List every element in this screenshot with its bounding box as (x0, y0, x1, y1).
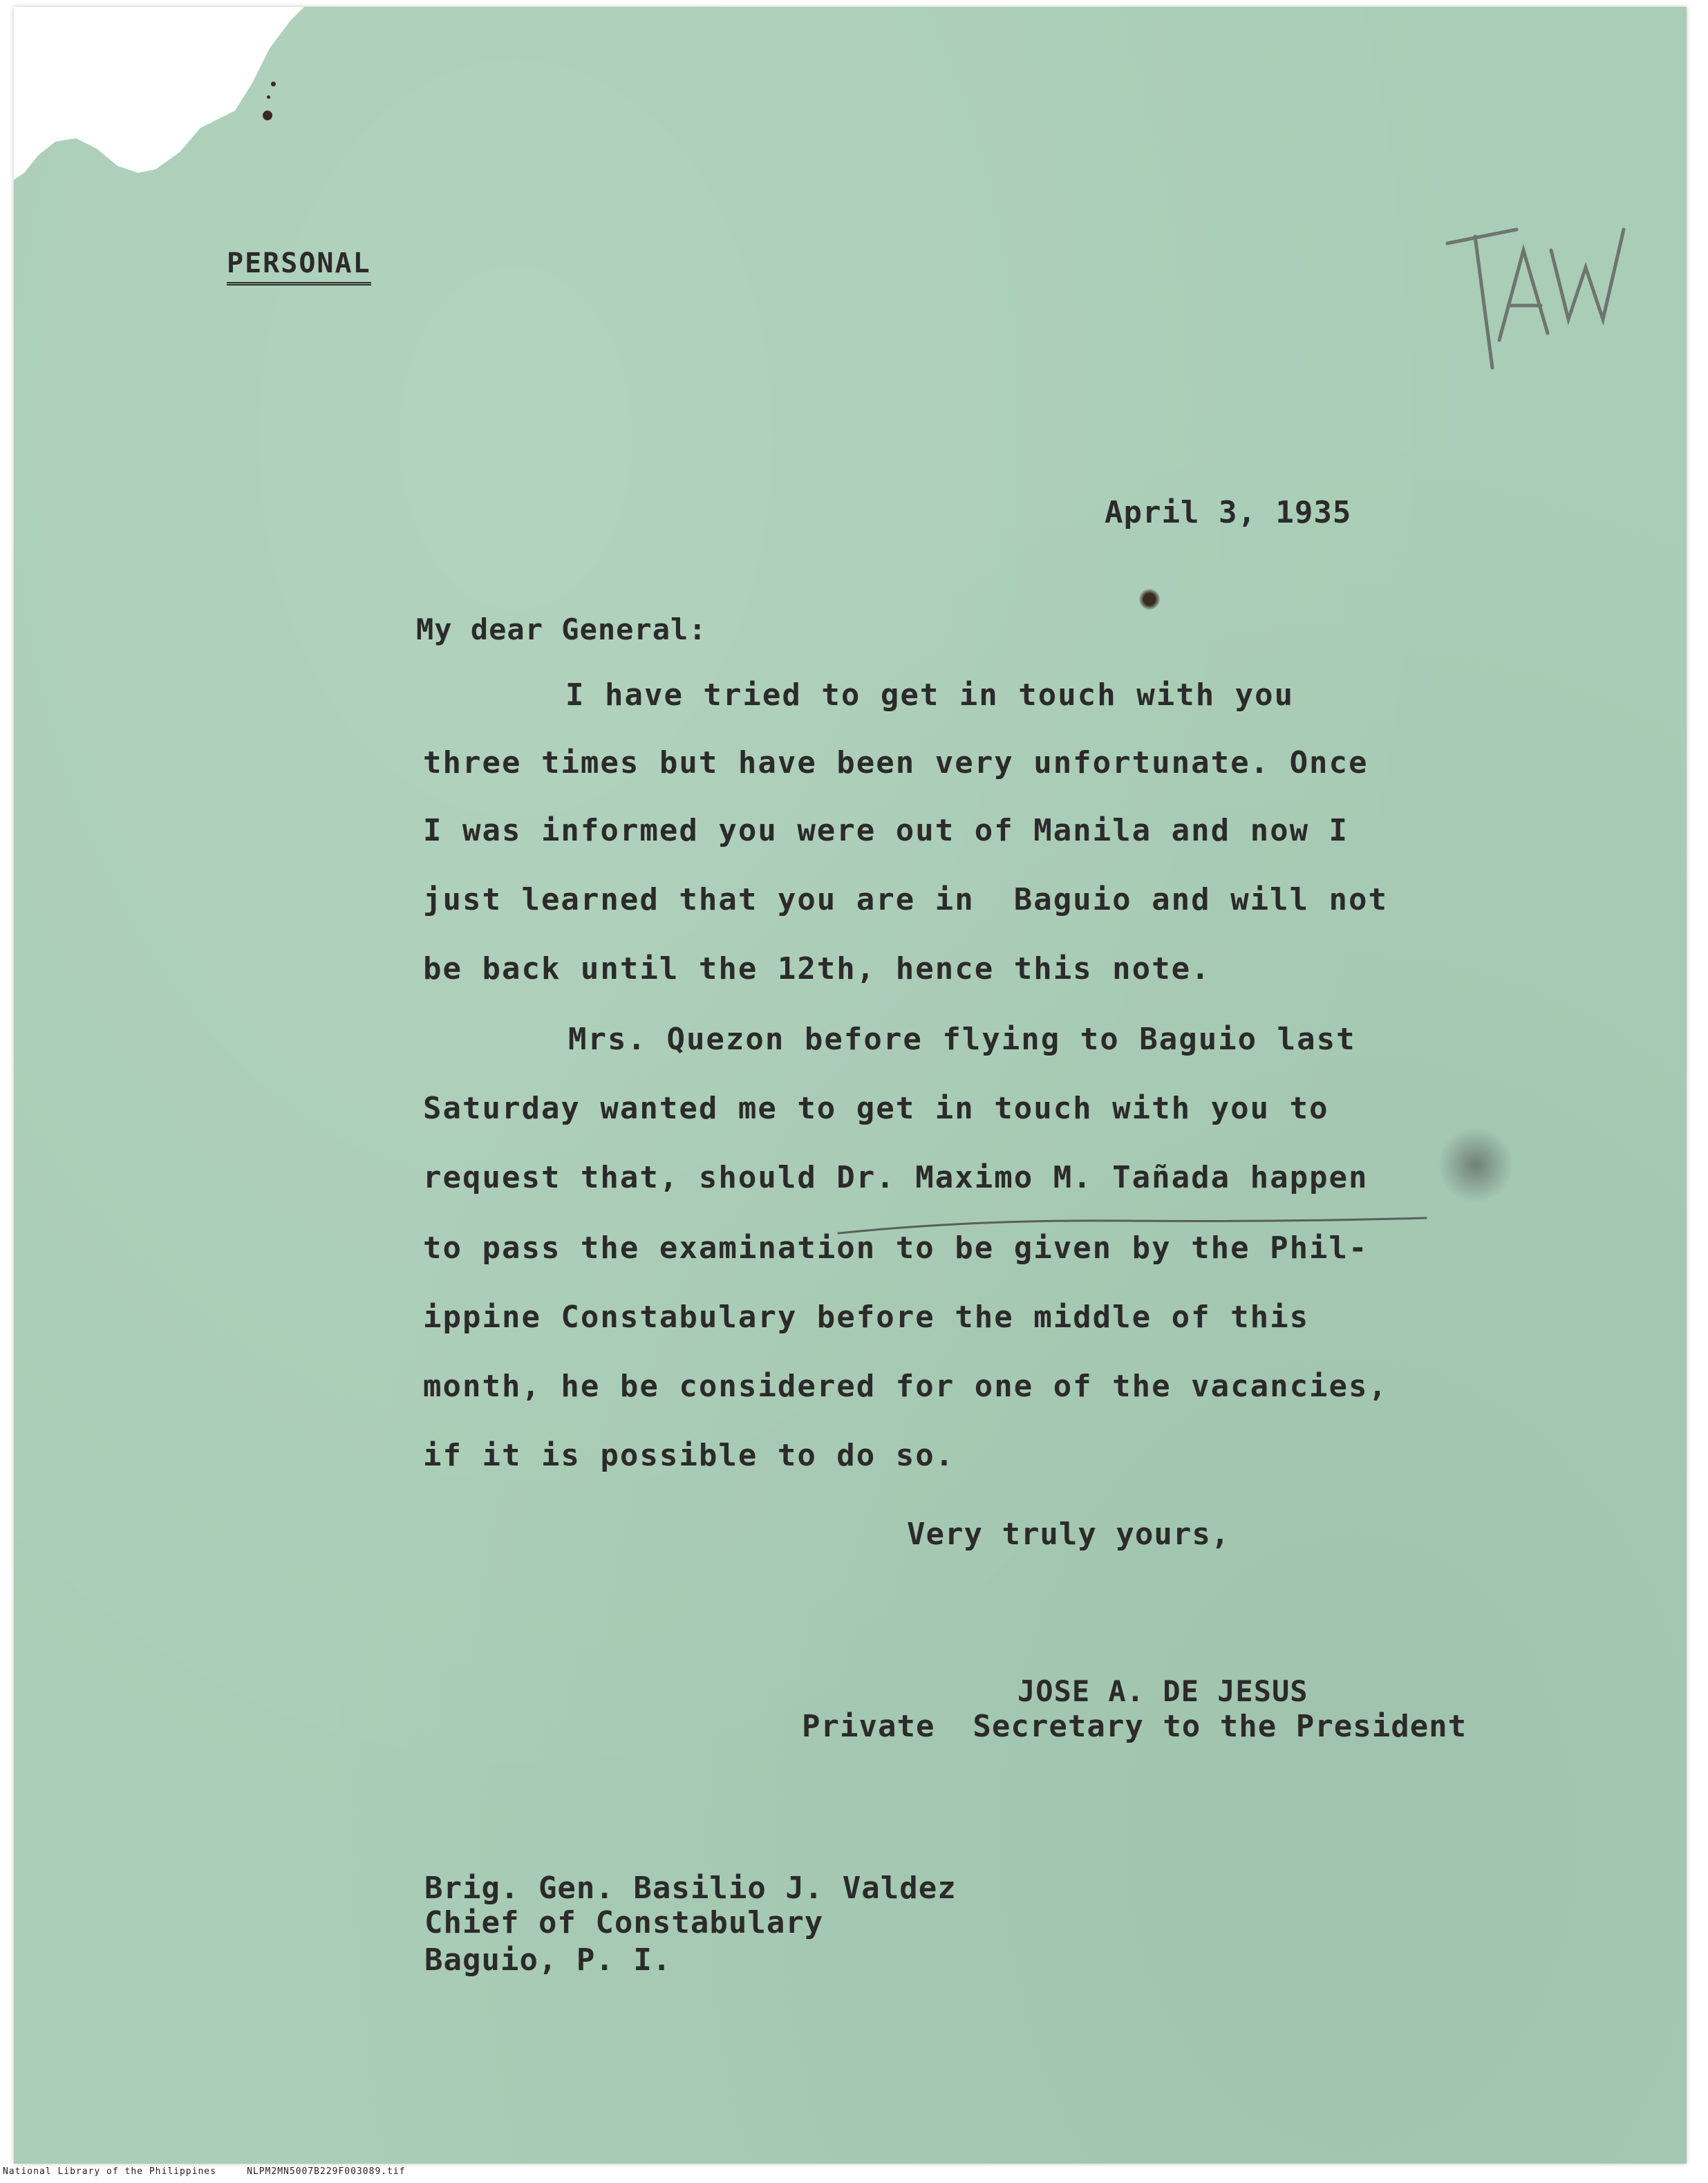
body-line: ippine Constabulary before the middle of this (423, 1300, 1310, 1335)
body-line: month, he be considered for one of the vacancies, (423, 1369, 1389, 1404)
body-line: three times but have been very unfortunate. Once (423, 745, 1369, 780)
body-line: request that, should Dr. Maximo M. Tañada happen (423, 1160, 1369, 1195)
signatory-title: Private Secretary to the President (802, 1709, 1467, 1744)
handwritten-initials (1434, 202, 1634, 382)
body-line: Saturday wanted me to get in touch with you to (423, 1091, 1329, 1126)
body-line: I have tried to get in touch with you (565, 677, 1295, 713)
personal-marking: PERSONAL (227, 247, 371, 285)
archive-file-id: NLPM2MN5007B229F003089.tif (247, 2166, 406, 2177)
ink-blot (1139, 589, 1160, 610)
ink-dot (271, 82, 276, 86)
body-line: Mrs. Quezon before flying to Baguio last (568, 1022, 1356, 1057)
letter-page (14, 7, 1687, 2164)
closing: Very truly yours, (907, 1517, 1230, 1552)
body-line: be back until the 12th, hence this note. (423, 951, 1211, 986)
body-line: I was informed you were out of Manila and now I (423, 813, 1349, 848)
ink-dot (263, 111, 272, 120)
ink-dot (267, 95, 270, 99)
body-line: just learned that you are in Baguio and will not (423, 882, 1389, 917)
salutation: My dear General: (416, 612, 707, 646)
smudge-mark (1438, 1127, 1514, 1203)
signatory-name: JOSE A. DE JESUS (1017, 1674, 1308, 1708)
body-line: to pass the examination to be given by the Phil- (423, 1230, 1369, 1266)
letter-date: April 3, 1935 (1105, 495, 1352, 530)
recipient-line: Baguio, P. I. (424, 1942, 672, 1978)
archive-footer (3, 2166, 406, 2177)
body-line: if it is possible to do so. (423, 1438, 955, 1473)
recipient-line: Chief of Constabulary (424, 1905, 824, 1940)
torn-corner (14, 7, 401, 214)
recipient-line: Brig. Gen. Basilio J. Valdez (424, 1871, 957, 1906)
pencil-underline (835, 1212, 1429, 1240)
archive-institution: National Library of the Philippines (3, 2166, 216, 2177)
